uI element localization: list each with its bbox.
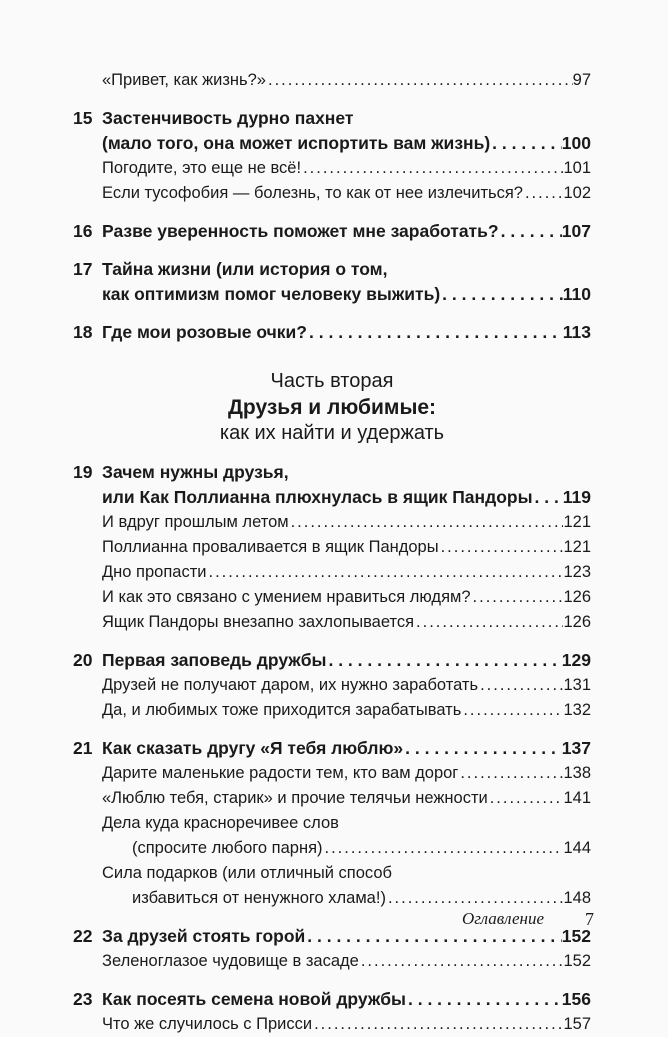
entry-title: «Привет, как жизнь?»: [102, 71, 266, 89]
toc-entry[interactable]: [73, 510, 591, 535]
chapter-title: Тайна жизни (или история о том,: [102, 259, 388, 279]
entry-title: Дела куда красноречивее слов: [102, 814, 339, 832]
entry-page: 144: [563, 839, 591, 857]
toc-entry-cont[interactable]: [73, 886, 591, 911]
entry-title: Друзей не получают даром, их нужно заработать: [102, 676, 479, 694]
entry-page: 121: [563, 513, 591, 531]
toc-entry[interactable]: [73, 673, 591, 698]
entry-title: Поллианна проваливается в ящик Пандоры: [102, 538, 439, 556]
chapter-page: 119: [562, 487, 591, 507]
chapter-number: 21: [73, 738, 93, 758]
chapter-number: 17: [73, 259, 93, 279]
entry-page: 126: [563, 588, 591, 606]
toc-entry[interactable]: [73, 68, 591, 93]
entry-page: 152: [563, 952, 591, 970]
entry-page: 131: [563, 676, 591, 694]
chapter-20[interactable]: [73, 648, 591, 673]
chapter-number: 19: [73, 462, 93, 482]
chapter-page: 110: [562, 284, 591, 304]
chapter-title: (мало того, она может испортить вам жизнь): [102, 133, 491, 153]
entry-title: Что же случилось с Присси: [102, 1015, 313, 1033]
entry-title: (спросите любого парня): [132, 839, 323, 857]
chapter-title: как оптимизм помог человеку выжить): [102, 284, 441, 304]
chapter-15-cont[interactable]: [73, 131, 591, 156]
chapter-title: Первая заповедь дружбы: [102, 650, 327, 670]
chapter-title: или Как Поллианна плюхнулась в ящик Пандоры: [102, 487, 533, 507]
chapter-title: Как сказать другу «Я тебя люблю»: [102, 738, 404, 758]
running-footer-title: Оглавление: [461, 909, 544, 928]
entry-title: Сила подарков (или отличный способ: [102, 864, 392, 882]
chapter-16[interactable]: [73, 219, 591, 244]
toc-entry[interactable]: [73, 156, 591, 181]
entry-page: 101: [563, 159, 591, 177]
part-label: Часть вторая: [270, 370, 394, 392]
chapter-title: Как посеять семена новой дружбы: [102, 989, 406, 1009]
chapter-page: 107: [561, 221, 591, 241]
toc-entry[interactable]: [73, 610, 591, 635]
toc-entry[interactable]: [73, 698, 591, 723]
page-footer: [0, 909, 668, 933]
entry-title: Ящик Пандоры внезапно захлопывается: [102, 613, 415, 631]
chapter-17[interactable]: [73, 257, 591, 282]
chapter-page: 113: [562, 322, 591, 342]
toc-entry[interactable]: [73, 585, 591, 610]
chapter-title: Где мои розовые очки?: [102, 322, 308, 342]
entry-page: 157: [563, 1015, 591, 1033]
entry-title: Погодите, это еще не всё!: [102, 159, 302, 177]
toc-entry-cont[interactable]: [73, 836, 591, 861]
entry-page: 141: [563, 789, 591, 807]
part-heading: [73, 369, 591, 446]
toc-entry[interactable]: [73, 761, 591, 786]
chapter-number: 22: [73, 926, 93, 946]
entry-page: 121: [563, 538, 591, 556]
toc-entry[interactable]: [73, 786, 591, 811]
entry-page: 148: [563, 889, 591, 907]
entry-page: 132: [563, 701, 591, 719]
table-of-contents: [73, 68, 591, 1037]
entry-title: Если тусофобия — болезнь, то как от нее излечиться?: [102, 184, 523, 202]
chapter-page: 156: [561, 989, 591, 1009]
chapter-number: 18: [73, 322, 93, 342]
entry-title: Да, и любимых тоже приходится зарабатывать: [102, 701, 462, 719]
part-title: Друзья и любимые:: [227, 396, 437, 419]
toc-entry[interactable]: [73, 811, 591, 836]
chapter-page: 137: [561, 738, 591, 758]
entry-page: 138: [563, 764, 591, 782]
chapter-21[interactable]: [73, 736, 591, 761]
chapter-number: 16: [73, 221, 93, 241]
entry-title: Зеленоглазое чудовище в засаде: [102, 952, 359, 970]
toc-entry[interactable]: [73, 1012, 591, 1037]
toc-entry[interactable]: [73, 560, 591, 585]
toc-entry[interactable]: [73, 861, 591, 886]
chapter-title: Застенчивость дурно пахнет: [102, 108, 354, 128]
page-number: 7: [585, 909, 594, 929]
entry-page: 102: [563, 184, 591, 202]
chapter-title: Зачем нужны друзья,: [102, 462, 289, 482]
chapter-page: 152: [561, 926, 591, 946]
chapter-15[interactable]: [73, 106, 591, 131]
chapter-18[interactable]: [73, 320, 591, 345]
chapter-19-cont[interactable]: [73, 485, 591, 510]
entry-title: Дно пропасти: [102, 563, 207, 581]
entry-page: 126: [563, 613, 591, 631]
entry-title: избавиться от ненужного хлама!): [132, 889, 386, 907]
chapter-number: 15: [73, 108, 93, 128]
toc-entry[interactable]: [73, 535, 591, 560]
chapter-page: 100: [561, 133, 591, 153]
chapter-title: Разве уверенность поможет мне заработать?: [102, 221, 499, 241]
chapter-number: 23: [73, 989, 93, 1009]
chapter-19[interactable]: [73, 460, 591, 485]
chapter-title: За друзей стоять горой: [102, 926, 306, 946]
part-subtitle: как их найти и удержать: [219, 422, 445, 444]
entry-title: «Люблю тебя, старик» и прочие телячьи нежности: [102, 789, 488, 807]
entry-title: И как это связано с умением нравиться людям?: [102, 588, 471, 606]
chapter-page: 129: [561, 650, 591, 670]
entry-page: 123: [563, 563, 591, 581]
toc-entry[interactable]: [73, 181, 591, 206]
entry-page: 97: [572, 71, 591, 89]
toc-entry[interactable]: [73, 949, 591, 974]
entry-title: И вдруг прошлым летом: [102, 513, 289, 531]
entry-title: Дарите маленькие радости тем, кто вам дорог: [102, 764, 459, 782]
chapter-number: 20: [73, 650, 93, 670]
chapter-23[interactable]: [73, 987, 591, 1012]
chapter-17-cont[interactable]: [73, 282, 591, 307]
